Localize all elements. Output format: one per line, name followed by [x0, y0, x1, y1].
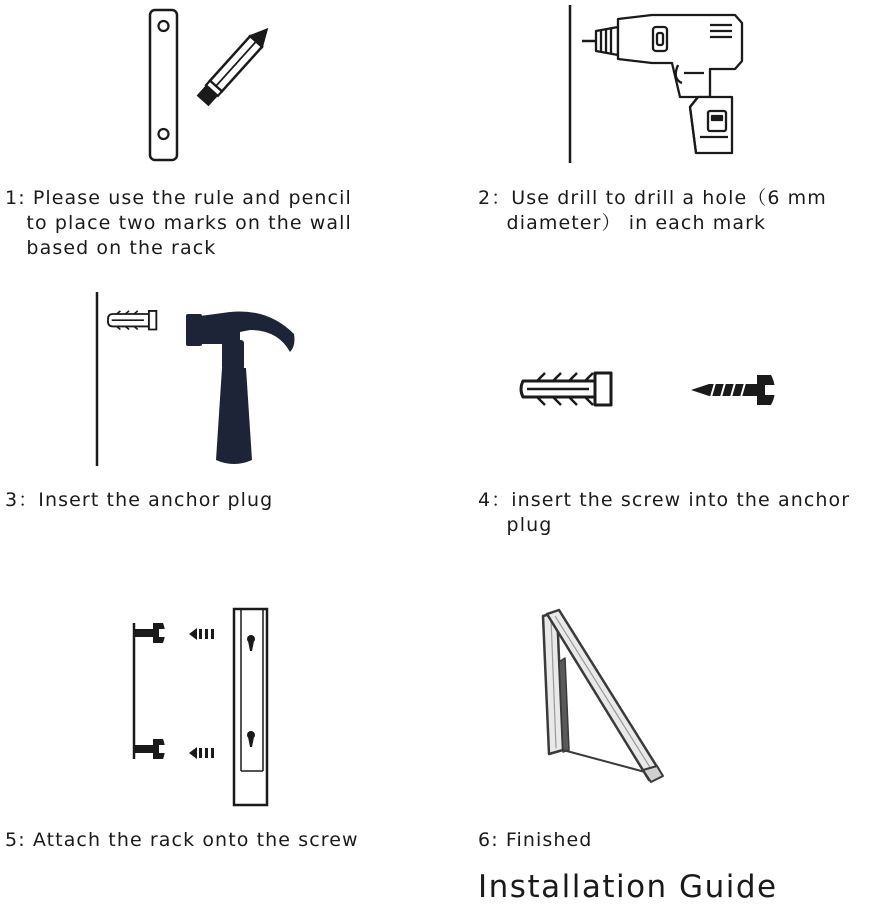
step-2-illustration: [560, 3, 750, 168]
arrow-icon: [189, 747, 214, 759]
step-1-illustration: [140, 5, 280, 165]
step-2-caption: [478, 186, 827, 236]
step-6-illustration: [525, 600, 670, 790]
step-4-line-2: plug: [478, 514, 553, 536]
step-2-line-1: 2：Use drill to drill a hole（6 mm: [478, 187, 827, 209]
step-5-caption: [5, 828, 359, 853]
step-4-line-1: 4：insert the screw into the anchor: [478, 489, 851, 511]
step-6-caption: [478, 828, 592, 853]
step-1-line-2: to place two marks on the wall: [5, 212, 352, 234]
step-4-caption: [478, 488, 850, 538]
pencil-icon: [197, 24, 273, 106]
hammer-icon: [186, 311, 295, 464]
step-5-line-1: 5: Attach the rack onto the screw: [5, 829, 359, 851]
step-2-line-2: diameter） in each mark: [478, 212, 767, 234]
anchor-plug-icon: [521, 373, 611, 405]
step-4-illustration: [515, 365, 785, 415]
step-5-illustration: [125, 605, 280, 810]
step-1-caption: [5, 186, 352, 261]
ruler-icon: [150, 10, 177, 160]
installation-guide-title: Installation Guide: [478, 869, 778, 905]
screw-icon: [691, 375, 775, 405]
step-1-line-3: based on the rack: [5, 237, 217, 259]
step-3-line-1: 3：Insert the anchor plug: [5, 489, 274, 511]
step-1-line-1: 1: Please use the rule and pencil: [5, 187, 352, 209]
screw-icon: [135, 739, 165, 759]
anchor-plug-icon: [108, 311, 156, 330]
rack-bracket-icon: [234, 609, 267, 805]
power-drill-icon: [582, 15, 742, 153]
step-3-illustration: [90, 290, 305, 470]
arrow-icon: [189, 628, 214, 640]
folding-rack-icon: [543, 610, 663, 782]
step-6-line-1: 6: Finished: [478, 829, 593, 851]
step-3-caption: [5, 488, 273, 513]
screw-icon: [135, 623, 165, 643]
